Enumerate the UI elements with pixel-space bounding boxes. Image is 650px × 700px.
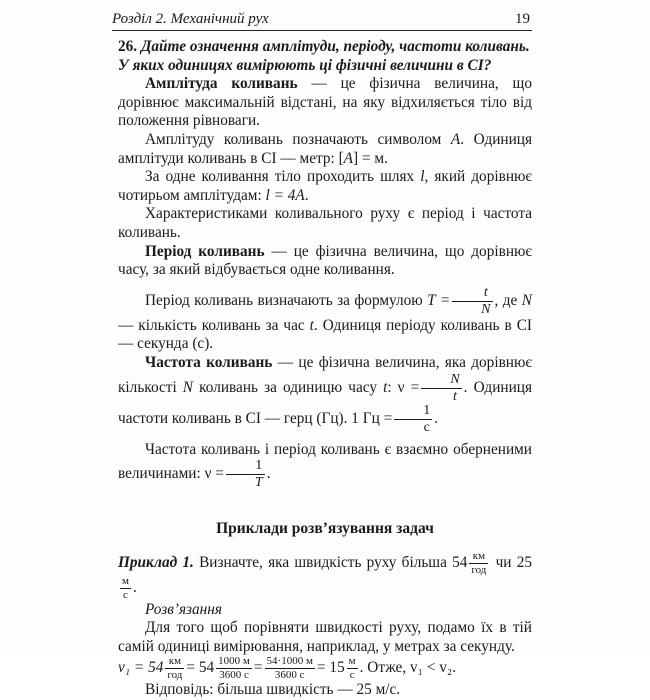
amp-sym-b: . Одиниця амплітуди коливань в СІ — метр: [ (118, 130, 533, 167)
pf-num: t (452, 286, 492, 302)
amplitude-def-text: — це фізична величина, що дорівнює максимальній відстані, на яку відхиляється тіло від положення рівноваги. (118, 75, 532, 130)
running-title: Розділ 2. Механічний рух (112, 11, 269, 27)
rc-end: . (266, 465, 271, 483)
pf-b: , де (494, 291, 522, 309)
calc-f2 (216, 656, 252, 681)
ff-num: N (421, 373, 461, 389)
frequency-definition (118, 354, 532, 435)
header-rule (112, 30, 532, 31)
f2-num: 1000 м (218, 655, 250, 668)
path-end: . (304, 186, 309, 204)
ex-unit2 (120, 576, 131, 601)
calc-lhs: v₁ = 54 (118, 659, 164, 677)
calc-f1 (165, 656, 184, 681)
page-body (118, 38, 532, 700)
ex-c: . (132, 578, 137, 596)
f3-den: 3600 с (274, 669, 305, 682)
calc-f3 (265, 656, 315, 681)
path-var: l (420, 168, 425, 186)
period-def-text: — це фізична величина, що дорівнює часу, за який відбувається одне коливання. (118, 242, 532, 279)
exu2-num: м (122, 574, 129, 587)
path-formula: l = 4A (265, 186, 305, 204)
fd-a: — це фізична величина, яка дорівнює кількості (118, 353, 532, 396)
ex-a: Визначте, яка швидкість руху більша 54 (193, 553, 468, 571)
f3-num: 54·1000 м (266, 655, 313, 668)
fd-d: . Одиниця частоти коливань в СІ — герц (Гц). 1 Гц = (118, 378, 532, 427)
f1-num: км (165, 656, 184, 669)
solution-label: Розв’язання (145, 600, 222, 618)
ex-b: чи 25 (490, 553, 532, 571)
amplitude-term: Амплітуда коливань (145, 75, 298, 93)
rc-a: Частота коливань і період коливань є взаємно оберненими величинами: ν = (118, 440, 532, 483)
example-label: Приклад 1. (118, 553, 194, 571)
question (118, 38, 532, 75)
amplitude-definition (118, 75, 532, 131)
answer: Відповідь: більша швидкість — 25 м/с. (145, 681, 401, 699)
path-a: За одне коливання тіло проходить шлях (145, 168, 421, 186)
amp-sym-a: Амплітуду коливань позначають символом (145, 130, 451, 148)
exu1-den: год (471, 563, 487, 576)
calc-eq3: = 15 (316, 659, 345, 677)
page-header (112, 8, 532, 32)
ff-den: t (453, 388, 457, 404)
period-formula-paragraph (118, 286, 532, 354)
characteristics-paragraph: Характеристиками коливального руху є період і частота коливань. (118, 205, 532, 241)
amplitude-symbol (118, 131, 532, 168)
pf-a: Період коливань визначають за формулою (145, 291, 428, 309)
path-b: , який дорівнює чотирьом амплітудам: (118, 168, 532, 204)
pf-d: . Одиниця періоду коливань в СІ — секунда (с). (118, 316, 532, 353)
pf-t: t (309, 316, 314, 334)
exu2-den: с (123, 588, 128, 601)
amp-sym-var: A (450, 130, 461, 148)
ex-unit1 (469, 551, 488, 576)
f2-den: 3600 с (219, 669, 249, 682)
frequency-term: Частота коливань (145, 353, 273, 371)
calc-eq2: = (253, 659, 263, 677)
question-text: Дайте означення амплітуди, періоду, частоти коливань. У яких одиницях вимірюють ці фізичні величини в СІ? (118, 38, 530, 74)
rc-num: 1 (226, 459, 265, 475)
example-1 (118, 551, 532, 601)
hz-end: . (434, 409, 439, 427)
calc-f4 (347, 656, 358, 681)
calculation-line (118, 656, 532, 681)
pf-lhs: T = (427, 291, 451, 309)
pf-den: N (481, 301, 491, 317)
question-number: 26. (118, 38, 138, 55)
pf-N: N (521, 291, 532, 309)
exu1-num: км (469, 551, 488, 564)
solution-text: Для того щоб порівняти швидкості руху, подамо їх в тій самій одиниці вимірювання, наприклад, у метрах за секунду. (118, 619, 532, 655)
reciprocal-fraction (226, 459, 265, 490)
page-number: 19 (515, 11, 530, 27)
period-fraction (452, 286, 492, 317)
hz-den: с (423, 419, 430, 435)
fd-t: t (383, 378, 388, 396)
calc-eq1: = 54 (186, 659, 215, 677)
f1-den: год (167, 669, 183, 682)
reciprocal-paragraph (118, 441, 532, 491)
f4-den: с (349, 669, 355, 682)
fd-b: коливань за одиницю часу (193, 378, 384, 396)
examples-section-title: Приклади розв’язування задач (216, 520, 434, 538)
period-term: Період коливань (145, 242, 265, 260)
fd-c: : ν = (387, 378, 420, 396)
fd-N: N (182, 378, 193, 396)
pf-c: — кількість коливань за час (118, 316, 310, 334)
hertz-fraction (394, 404, 432, 435)
f4-num: м (348, 655, 356, 668)
frequency-fraction (421, 373, 461, 404)
hz-num: 1 (394, 404, 432, 420)
rc-den: T (254, 475, 263, 491)
amp-sym-var2: A (343, 149, 354, 167)
path-paragraph (118, 168, 532, 205)
amp-sym-c: ] = м. (353, 149, 388, 167)
calc-tail: . Отже, v₁ < v₂. (359, 659, 457, 677)
period-definition (118, 243, 532, 280)
